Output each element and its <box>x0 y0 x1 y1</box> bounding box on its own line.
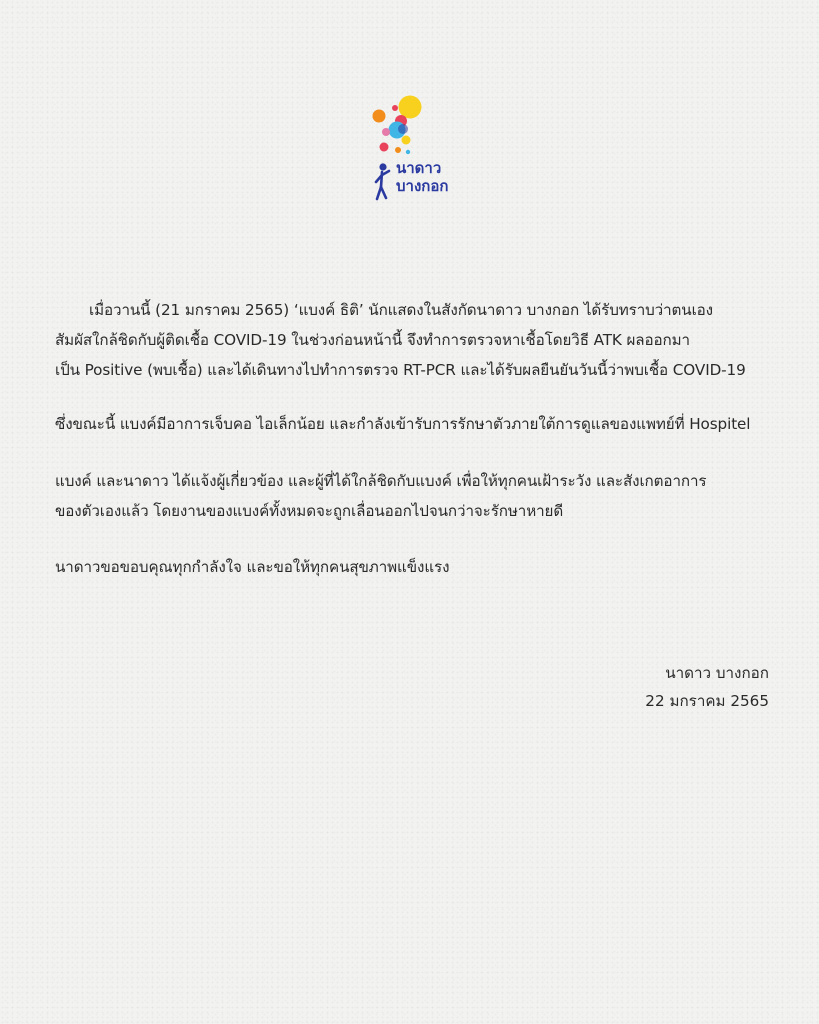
signature-org: นาดาว บางกอก <box>665 664 769 682</box>
paragraph-line: ของตัวเองแล้ว โดยงานของแบงค์ทั้งหมดจะถูกเลื่อนออกไปจนกว่าจะรักษาหายดี <box>55 502 564 520</box>
paragraph-line: แบงค์ และนาดาว ได้แจ้งผู้เกี่ยวข้อง และผู้ที่ได้ใกล้ชิดกับแบงค์ เพื่อให้ทุกคนเฝ้าระวัง และสังเกตอาการ <box>55 472 707 490</box>
paragraph-line: นาดาวขอขอบคุณทุกกำลังใจ และขอให้ทุกคนสุขภาพแข็งแรง <box>55 558 450 576</box>
paragraph-line: เป็น Positive (พบเชื้อ) และได้เดินทางไปทำการตรวจ RT-PCR และได้รับผลยืนยันวันนี้ว่าพบเชื้อ COVID-19 <box>55 361 746 379</box>
paragraph-notification <box>55 466 771 526</box>
signature-block <box>645 659 769 715</box>
logo-text-nadao: นาดาว <box>396 159 442 177</box>
nadao-bangkok-logo <box>368 92 452 204</box>
signature-date: 22 มกราคม 2565 <box>645 692 769 710</box>
paragraph-announcement <box>55 295 771 385</box>
paragraph-condition <box>55 409 771 439</box>
paragraph-line: ซึ่งขณะนี้ แบงค์มีอาการเจ็บคอ ไอเล็กน้อย และกำลังเข้ารับการรักษาตัวภายใต้การดูแลของแพทย์ที่ Hospitel <box>55 415 751 433</box>
paragraph-line: เมื่อวานนี้ (21 มกราคม 2565) ‘แบงค์ ธิติ’ นักแสดงในสังกัดนาดาว บางกอก ได้รับทราบว่าตนเอง <box>89 301 713 319</box>
paragraph-thanks <box>55 552 771 582</box>
logo-text-bangkok: บางกอก <box>396 177 449 195</box>
paragraph-line: สัมผัสใกล้ชิดกับผู้ติดเชื้อ COVID-19 ในช่วงก่อนหน้านี้ จึงทำการตรวจหาเชื้อโดยวิธี ATK ผลออกมา <box>55 331 690 349</box>
